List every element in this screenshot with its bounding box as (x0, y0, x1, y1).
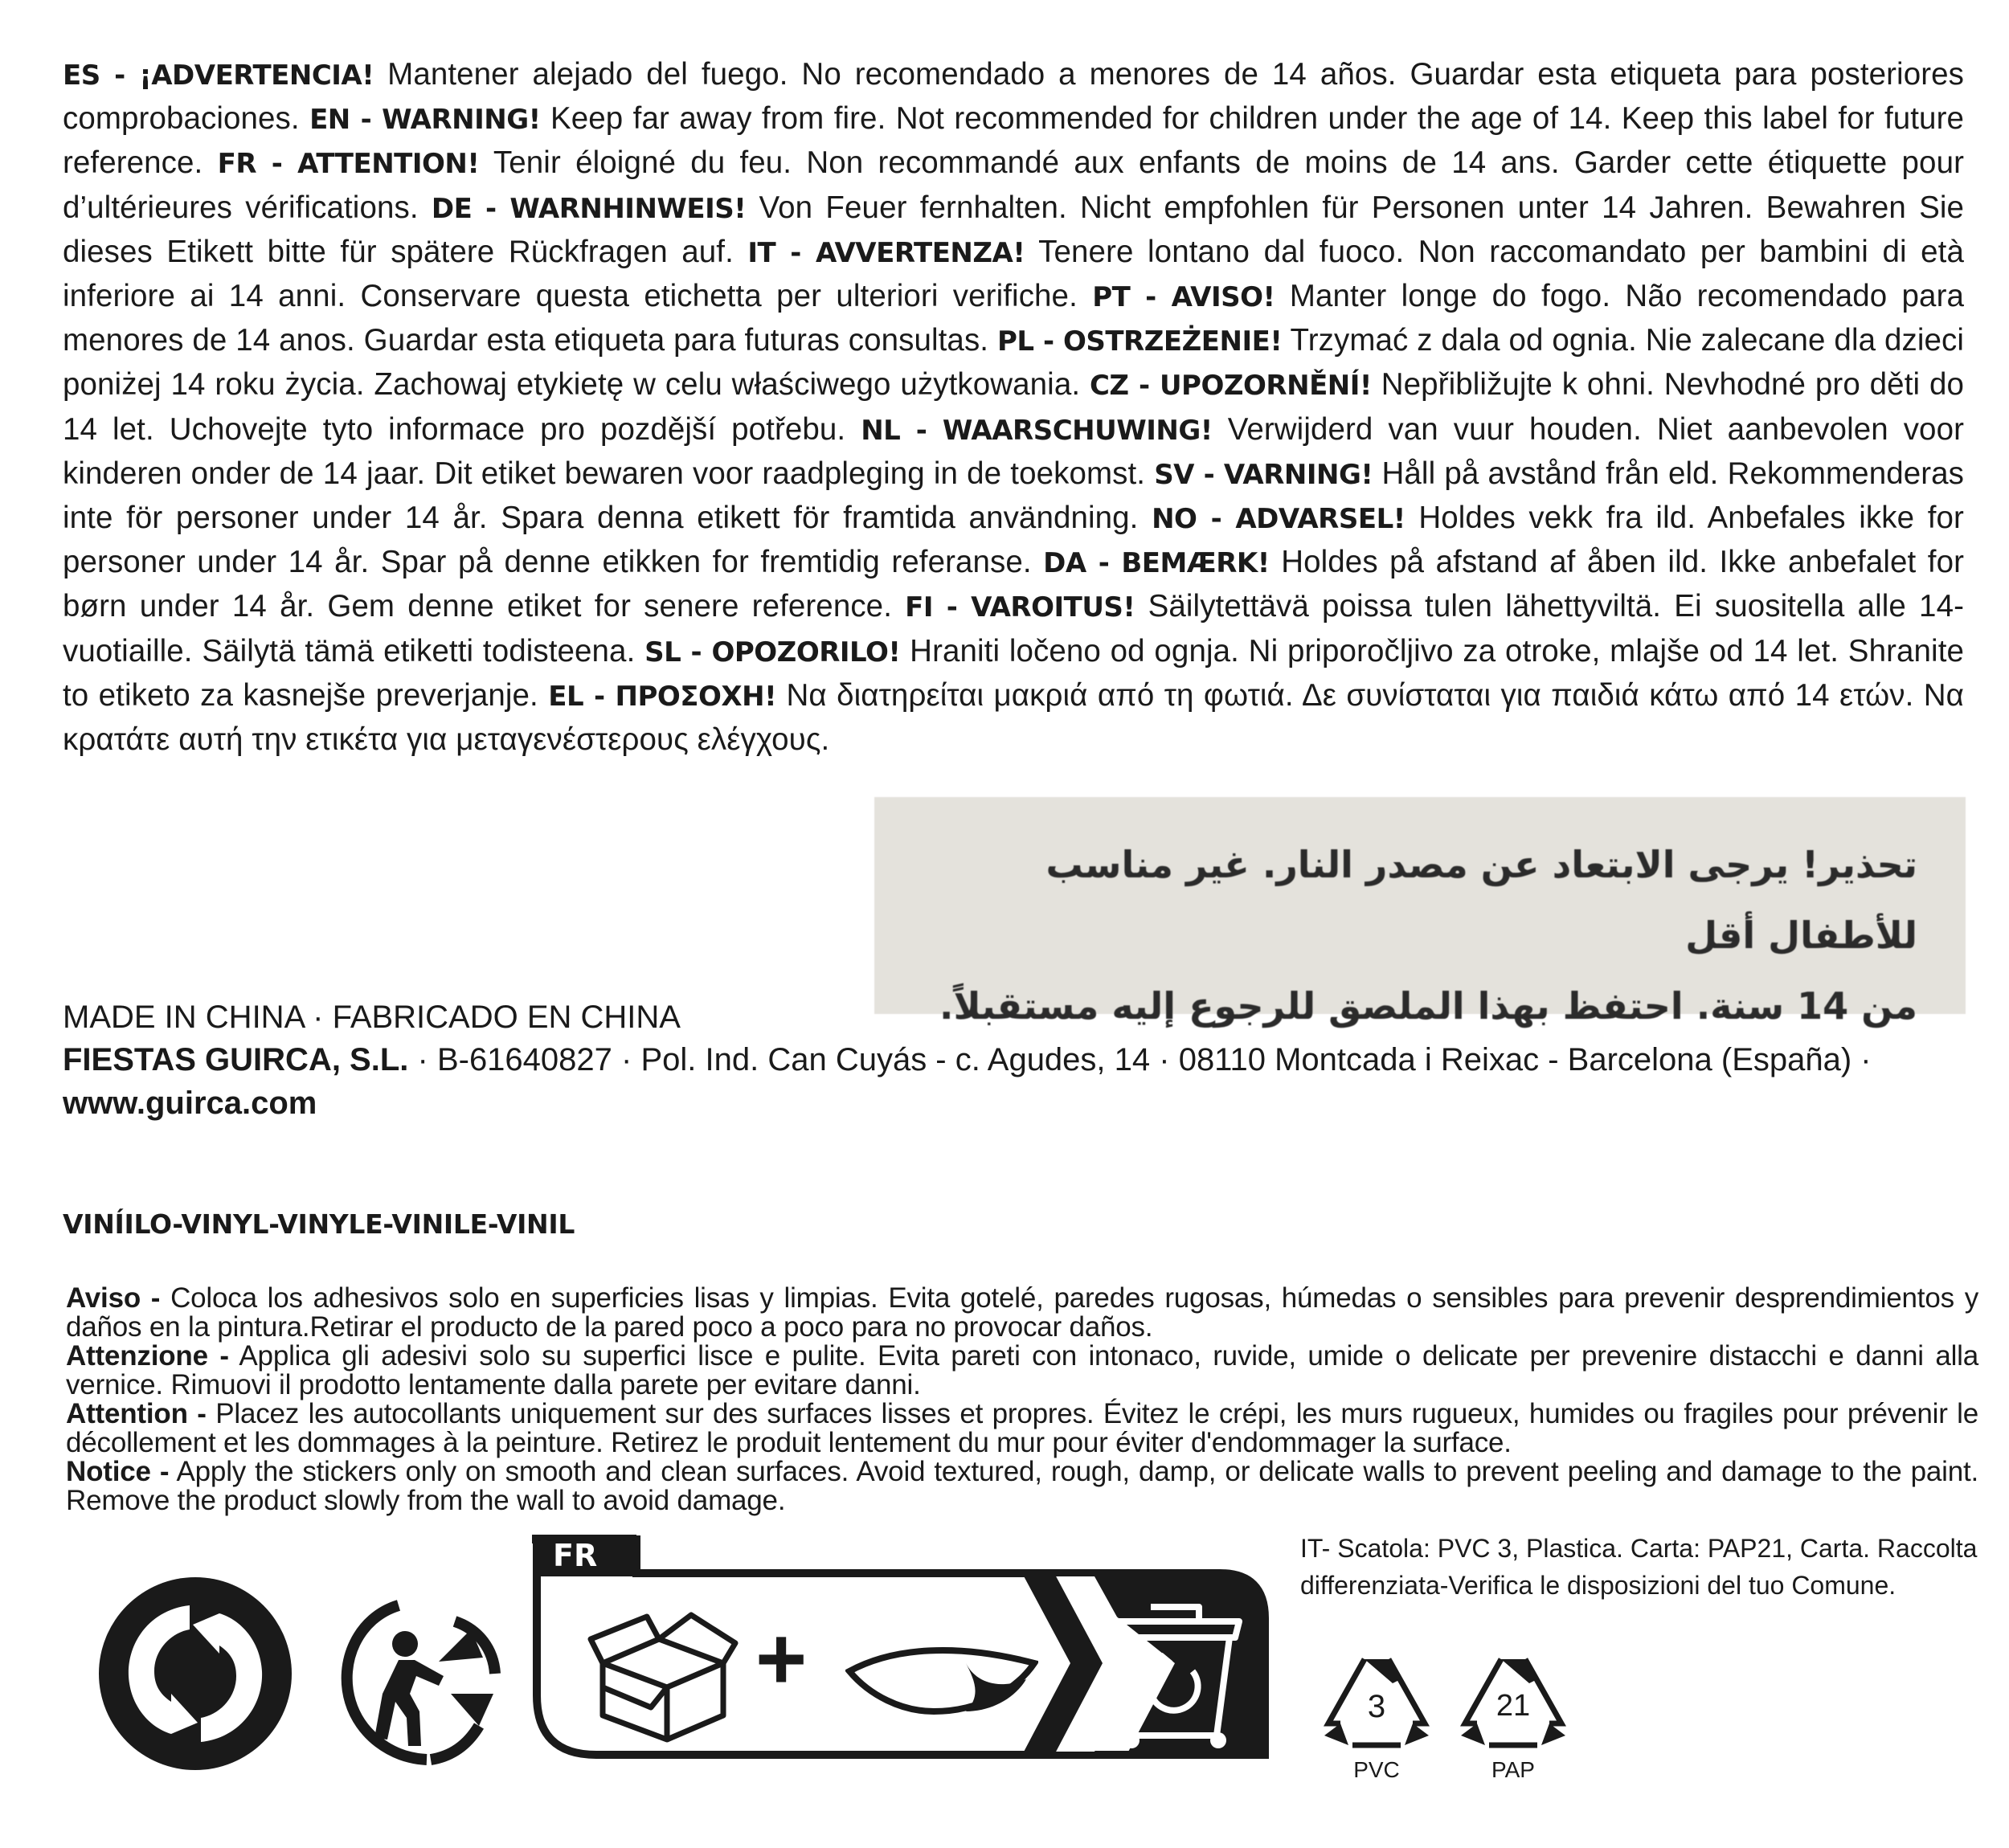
warning-heading: NO - ADVARSEL! (1152, 503, 1405, 536)
warning-text: Tenir éloigné du feu. Non recommandé aux enfants de moins de 14 ans. Garder cette étiquette pour d’ultérieures vérifications. (63, 145, 1965, 225)
notice-heading: Attention - (66, 1398, 207, 1429)
application-notices (66, 1284, 1978, 1515)
resin-code-pap (1453, 1647, 1573, 1783)
warning-heading: DE - WARNHINWEIS! (431, 192, 747, 225)
resin-number: 3 (1367, 1689, 1386, 1724)
notice-text: Applica gli adesivi solo su superfici lisce e pulite. Evita pareti con intonaco, ruvide, umide o delicate per prevenire distacchi e danni alla vernice. Rimuovi il prodotto lentamente dalla parete per evitare danni. (66, 1340, 1979, 1400)
green-dot-icon (95, 1573, 296, 1774)
warning-text: Säilytettävä poissa tulen lähettyviltä. Ei suositella alle 14-vuotiaille. Säilytä tämä etiketti todisteena. (63, 589, 1965, 668)
resin-label: PVC (1353, 1757, 1400, 1782)
warning-text: Nepřibližujte k ohni. Nevhodné pro děti do 14 let. Uchovejte tyto informace pro pozdější potřebu. (63, 367, 1965, 447)
warning-text: Mantener alejado del fuego. No recomendado a menores de 14 años. Guardar esta etiqueta para posteriores comprobaciones. (63, 57, 1964, 137)
company-details: · B-61640827 · Pol. Ind. Can Cuyás - c. Agudes, 14 · 08110 Montcada i Reixac - Barcelona (España) · (408, 1042, 1872, 1077)
warning-text: Von Feuer fernhalten. Nicht empfohlen für Personen unter 14 Jahren. Bewahren Sie dieses Etikett bitte für spätere Rückfragen auf. (63, 190, 1965, 269)
warning-heading: CZ - UPOZORNĚNÍ! (1089, 370, 1372, 403)
made-in-line: MADE IN CHINA · FABRICADO EN CHINA (63, 1000, 681, 1035)
warning-text: Holdes vekk fra ild. Anbefales ikke for personer under 14 år. Spar på denne etikken for fremtidig referanse. (63, 501, 1964, 580)
notice-heading: Attenzione - (66, 1340, 229, 1372)
company-website: www.guirca.com (63, 1085, 317, 1121)
warning-text: Verwijderd van vuur houden. Niet aanbevolen voor kinderen onder de 14 jaar. Dit etiket bewaren voor raadpleging in de toekomst. (63, 411, 1965, 491)
warning-text: Manter longe do fogo. Não recomendado para menores de 14 anos. Guardar esta etiqueta para futuras consultas. (63, 279, 1965, 358)
notice-paragraph (66, 1400, 1978, 1458)
warning-text: Trzymać z dala od ognia. Nie zalecane dla dzieci poniżej 14 roku życia. Zachowaj etykietę w celu właściwego użytkowania. (63, 323, 1965, 403)
warning-heading: NL - WAARSCHUWING! (861, 414, 1213, 447)
notice-text: Apply the stickers only on smooth and clean surfaces. Avoid textured, rough, damp, or delicate walls to prevent peeling and damage to the paint. Remove the product slowly from the wall to avoid damage. (66, 1456, 1979, 1516)
warning-heading: FI - VAROITUS! (905, 591, 1135, 624)
warning-heading: ES - ¡ADVERTENCIA! (63, 59, 374, 92)
warning-text: Håll på avstånd från eld. Rekommenderas inte för personer under 14 år. Spara denna etikett för framtida användning. (63, 456, 1965, 536)
warning-heading: PT - AVISO! (1092, 281, 1275, 314)
warning-text: Να διατηρείται μακριά από τη φωτιά. Δε συνίσταται για παιδιά κάτω από 14 ετών. Να κρατάτε αυτή την ετικέτα για μεταγενέστερους ελέγχους. (63, 677, 1965, 758)
warning-heading: PL - OSTRZEŻENIE! (996, 325, 1283, 358)
resin-code-pvc (1316, 1647, 1437, 1783)
multilingual-warnings (63, 53, 1964, 761)
warning-text: Holdes på afstand af åben ild. Ikke anbefalet for børn under 14 år. Gem denne etiket for senere reference. (63, 545, 1965, 624)
material-line: VINÍILO-VINYL-VINYLE-VINILE-VINIL (63, 1208, 575, 1240)
warning-heading: EL - ΠΡΟΣΟΧΗ! (548, 680, 777, 713)
warning-heading: FR - ATTENTION! (217, 148, 480, 181)
arabic-warning-box (874, 797, 1966, 1028)
warning-heading: SV - VARNING! (1154, 458, 1373, 491)
tidyman-icon (318, 1573, 511, 1774)
triman-infotri-box (532, 1535, 1270, 1760)
notice-paragraph (66, 1284, 1978, 1342)
notice-heading: Notice - (66, 1456, 170, 1487)
italian-disposal-info: IT- Scatola: PVC 3, Plastica. Carta: PAP21, Carta. Raccolta differenziata-Verifica le disposizioni del tuo Comune. (1300, 1534, 1978, 1600)
arabic-line: تحذير! يرجى الابتعاد عن مصدر النار. غير مناسب للأطفال أقل (1045, 843, 1917, 957)
triman-plus: + (755, 1609, 808, 1708)
notice-text: Placez les autocollants uniquement sur des surfaces lisses et propres. Évitez le crépi, les murs rugueux, humides ou fragiles pour prévenir le décollement et les dommages à la peinture. Retirez le produit lentement du mur pour éviter d'endommager la surface. (66, 1398, 1978, 1458)
warning-heading: SL - OPOZORILO! (644, 636, 901, 668)
notice-paragraph (66, 1458, 1978, 1515)
warning-heading: DA - BEMÆRK! (1043, 547, 1270, 580)
triman-fr-badge: FR (553, 1538, 598, 1573)
warning-text: Keep far away from fire. Not recommended for children under the age of 14. Keep this label for future reference. (63, 101, 1964, 181)
resin-number: 21 (1495, 1689, 1531, 1723)
notice-heading: Aviso - (66, 1282, 161, 1314)
resin-label: PAP (1491, 1757, 1535, 1782)
notice-paragraph (66, 1342, 1978, 1400)
company-name: FIESTAS GUIRCA, S.L. (63, 1042, 409, 1077)
notice-text: Coloca los adhesivos solo en superficies lisas y limpias. Evita gotelé, paredes rugosas, húmedas o sensibles para prevenir desprendimientos y daños en la pintura.Retirar el producto de la pared poco a poco para no provocar daños. (66, 1282, 1978, 1343)
paper-icon (845, 1631, 1038, 1719)
company-info (63, 1038, 1975, 1125)
warning-text: Tenere lontano dal fuoco. Non raccomandato per bambini di età inferiore ai 14 anni. Conservare questa etichetta per ulteriori verifiche. (63, 234, 1964, 314)
warning-heading: IT - AVVERTENZA! (747, 236, 1025, 269)
warning-heading: EN - WARNING! (309, 104, 541, 137)
box-icon (587, 1607, 739, 1744)
warning-text: Hraniti ločeno od ognja. Ni priporočljivo za otroke, mlajše od 14 let. Shranite to etiketo za kasnejše preverjanje. (63, 633, 1964, 713)
arabic-line: من 14 سنة. احتفظ بهذا الملصق للرجوع إليه مستقبلاً. (939, 984, 1917, 1028)
recycling-bin-icon (1103, 1599, 1247, 1752)
